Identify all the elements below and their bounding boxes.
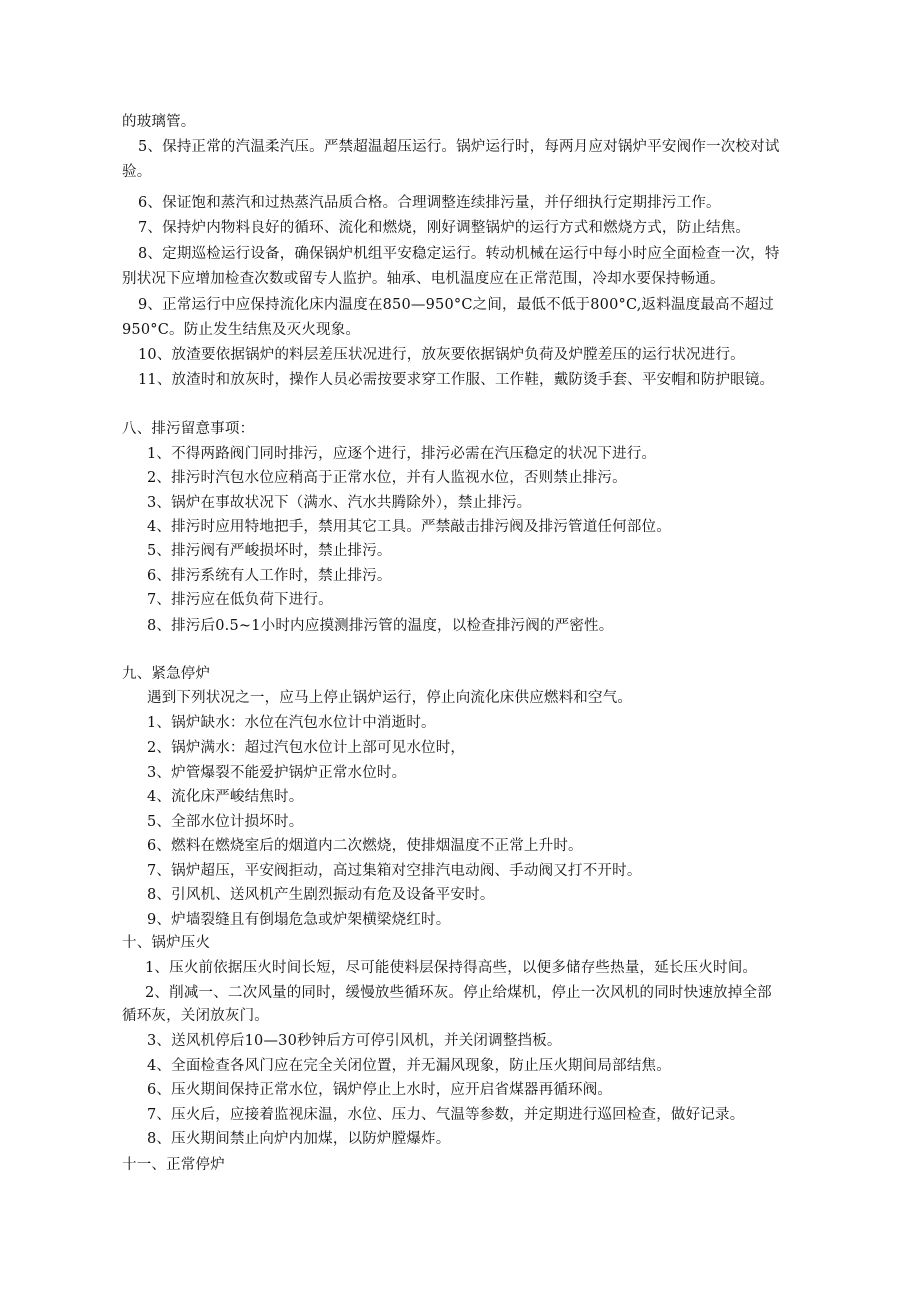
text-line: 遇到下列状况之一，应马上停止锅炉运行，停止向流化床供应燃料和空气。 bbox=[147, 690, 633, 706]
text-line: 5、全部水位计损坏时。 bbox=[147, 814, 304, 830]
section-heading-11: 十一、正常停炉 bbox=[122, 1157, 225, 1173]
text-line: 1、不得两路阀门同时排污，应逐个进行，排污必需在汽压稳定的状况下进行。 bbox=[147, 446, 657, 462]
text-line: 3、炉管爆裂不能爱护锅炉正常水位时。 bbox=[147, 765, 407, 781]
text-line: 6、排污系统有人工作时，禁止排污。 bbox=[147, 568, 392, 584]
section-heading-9: 九、紧急停炉 bbox=[122, 666, 211, 682]
text-line: 6、压火期间保持正常水位，锅炉停止上水时，应开启省煤器再循环阀。 bbox=[147, 1082, 613, 1098]
section-heading-8: 八、排污留意事项： bbox=[122, 421, 255, 437]
text-line: 1、锅炉缺水：水位在汽包水位计中消逝时。 bbox=[147, 715, 436, 731]
text-line: 2、排污时汽包水位应稍高于正常水位，并有人监视水位，否则禁止排污。 bbox=[147, 470, 627, 486]
text-line: 4、全面检查各风门应在完全关闭位置，并无漏风现象，防止压火期间局部结焦。 bbox=[147, 1058, 671, 1074]
text-line: 验。 bbox=[122, 164, 152, 180]
text-line: 7、保持炉内物料良好的循环、流化和燃烧，刚好调整锅炉的运行方式和燃烧方式，防止结焦。 bbox=[138, 220, 751, 236]
text-line: 循环灰，关闭放灰门。 bbox=[122, 1008, 269, 1024]
text-line: 8、压火期间禁止向炉内加煤，以防炉膛爆炸。 bbox=[147, 1131, 451, 1147]
text-line: 6、燃料在燃烧室后的烟道内二次燃烧，使排烟温度不正常上升时。 bbox=[147, 838, 583, 854]
text-line: 4、排污时应用特地把手，禁用其它工具。严禁敲击排污阀及排污管道任何部位。 bbox=[147, 519, 671, 535]
text-line: 6、保证饱和蒸汽和过热蒸汽品质合格。合理调整连续排污量，并仔细执行定期排污工作。 bbox=[138, 195, 721, 211]
text-line: 3、送风机停后10—30秒钟后方可停引风机，并关闭调整挡板。 bbox=[147, 1033, 562, 1049]
text-line: 2、锅炉满水：超过汽包水位计上部可见水位时， bbox=[147, 740, 466, 756]
text-line: 8、排污后0.5~1小时内应摸测排污管的温度，以检查排污阀的严密性。 bbox=[147, 618, 614, 634]
text-line: 7、排污应在低负荷下进行。 bbox=[147, 592, 333, 608]
text-line: 8、引风机、送风机产生剧烈振动有危及设备平安时。 bbox=[147, 887, 495, 903]
text-line: 9、正常运行中应保持流化床内温度在850—950°C之间，最低不低于800°C,返料温度最高不超过 bbox=[138, 297, 774, 313]
text-line: 9、炉墙裂缝且有倒塌危急或炉架横梁烧红时。 bbox=[147, 912, 451, 928]
text-line: 别状况下应增加检查次数或留专人监护。轴承、电机温度应在正常范围，冷却水要保持畅通。 bbox=[122, 271, 725, 287]
text-line: 3、锅炉在事故状况下（满水、汽水共腾除外），禁止排污。 bbox=[147, 495, 532, 511]
text-line: 950°C。防止发生结焦及灭火现象。 bbox=[122, 322, 361, 338]
text-line: 5、排污阀有严峻损坏时，禁止排污。 bbox=[147, 543, 392, 559]
text-line: 7、压火后，应接着监视床温，水位、压力、气温等参数，并定期进行巡回检查，做好记录。 bbox=[147, 1107, 745, 1123]
text-line: 8、定期巡检运行设备，确保锅炉机组平安稳定运行。转动机械在运行中每小时应全面检查一次，特 bbox=[138, 246, 780, 262]
text-line: 4、流化床严峻结焦时。 bbox=[147, 789, 304, 805]
text-line: 1、压火前依据压火时间长短，尽可能使料层保持得高些，以便多储存些热量，延长压火时间。 bbox=[145, 960, 758, 976]
section-heading-10: 十、锅炉压火 bbox=[122, 935, 211, 951]
text-line: 2、削减一、二次风量的同时，缓慢放些循环灰。停止给煤机，停止一次风机的同时快速放掉全部 bbox=[145, 985, 772, 1001]
text-line: 的玻璃管。 bbox=[122, 114, 196, 130]
text-line: 11、放渣时和放灰时，操作人员必需按要求穿工作服、工作鞋，戴防烫手套、平安帽和防护眼镜。 bbox=[138, 372, 775, 388]
text-line: 10、放渣要依据锅炉的料层差压状况进行，放灰要依据锅炉负荷及炉膛差压的运行状况进行。 bbox=[138, 347, 745, 363]
text-line: 5、保持正常的汽温柔汽压。严禁超温超压运行。锅炉运行时，每两月应对锅炉平安阀作一次校对试 bbox=[138, 139, 780, 155]
text-line: 7、锅炉超压，平安阀拒动，高过集箱对空排汽电动阀、手动阀又打不开时。 bbox=[147, 863, 642, 879]
